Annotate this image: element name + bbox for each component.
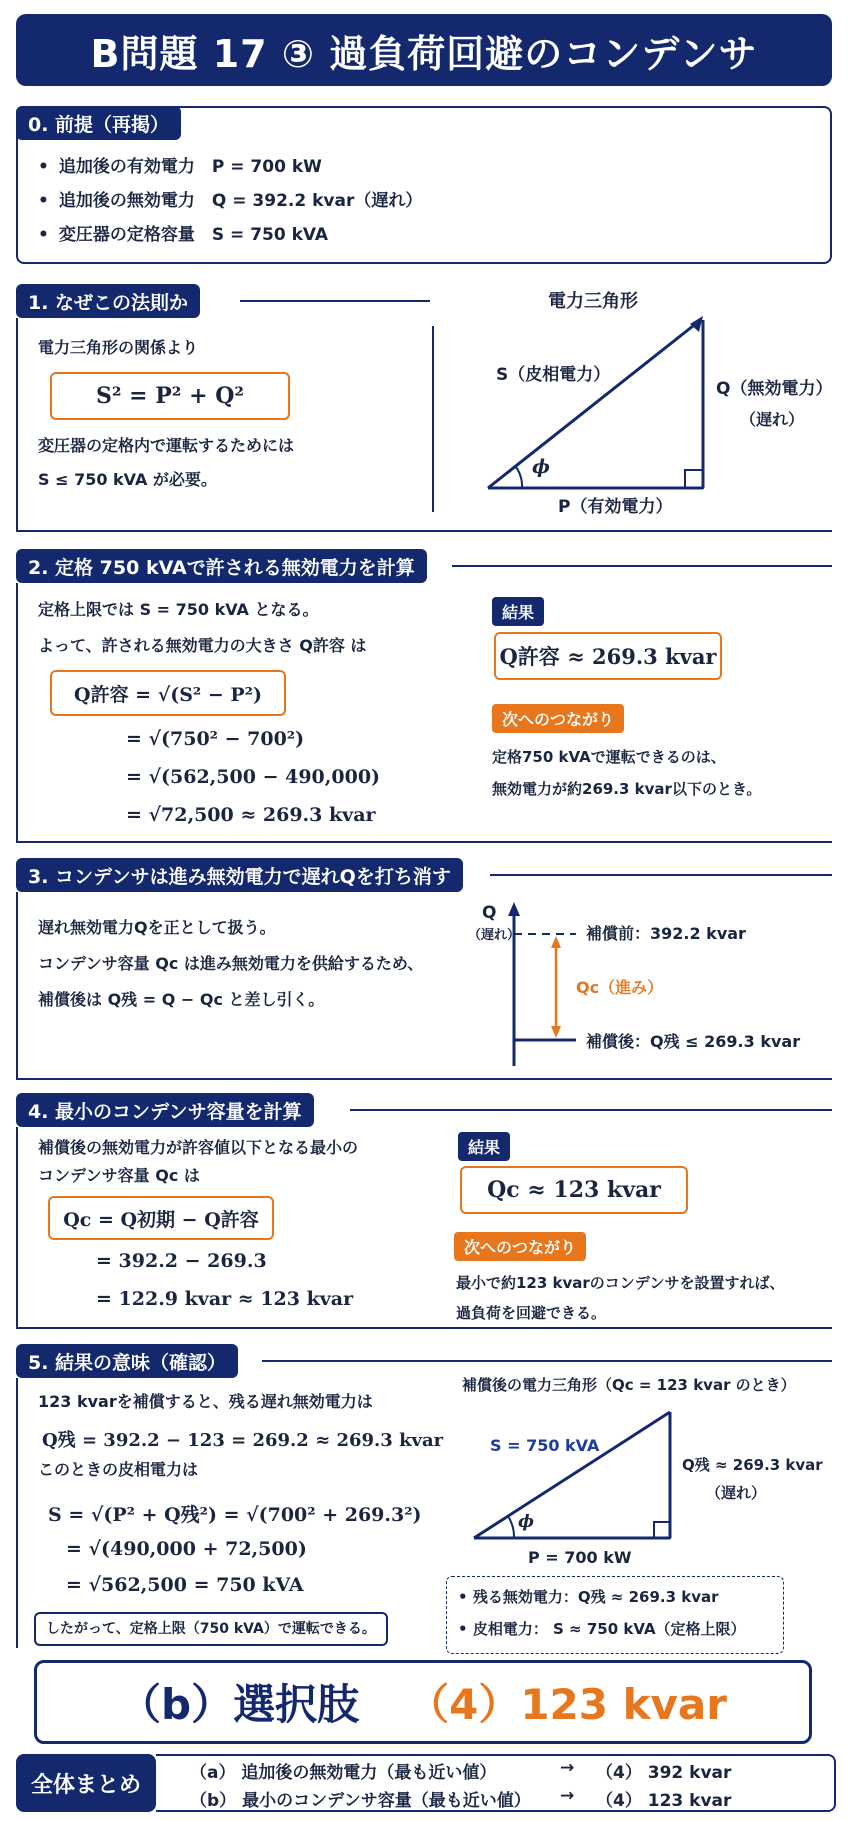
pythagoras-formula: S² = P² + Q² bbox=[50, 372, 290, 420]
angle-arc bbox=[516, 467, 522, 488]
apparent-power-text: このときの皮相電力は bbox=[38, 1460, 199, 1479]
compensated-triangle-diagram bbox=[470, 1408, 680, 1544]
before-label: 補償前：392.2 kvar bbox=[586, 924, 746, 943]
premise-item: • 追加後の有効電力 P = 700 kW bbox=[38, 150, 422, 184]
triangle-s-side bbox=[488, 322, 698, 488]
apparent-power-formula-2: = √(490,000 + 72,500) bbox=[66, 1538, 307, 1560]
summary-row-left: （b） 最小のコンデンサ容量（最も近い値） bbox=[190, 1791, 531, 1811]
section-4-tag: 4. 最小のコンデンサ容量を計算 bbox=[16, 1093, 314, 1127]
p-label: P（有効電力） bbox=[558, 497, 673, 517]
remaining-q-formula: Q残 = 392.2 − 123 = 269.2 ≈ 269.3 kvar bbox=[42, 1430, 444, 1451]
allowed-q-text: よって、許される無効電力の大きさ Q許容 は bbox=[38, 636, 367, 655]
calc-step-1: = √(750² − 700²) bbox=[126, 728, 305, 750]
rating-condition-text: 変圧器の定格内で運転するためには bbox=[38, 436, 295, 455]
check-bullet-2: • 皮相電力： S ≈ 750 kVA（定格上限） bbox=[458, 1620, 746, 1638]
min-capacitor-text-2: コンデンサ容量 Qc は bbox=[38, 1166, 200, 1185]
triangle-relation-text: 電力三角形の関係より bbox=[38, 338, 199, 357]
axis-arrow bbox=[508, 902, 520, 916]
section-2-tag: 2. 定格 750 kVAで許される無効電力を計算 bbox=[16, 549, 427, 583]
result-value: Q許容 ≈ 269.3 kvar bbox=[494, 632, 722, 680]
sign-convention-text: 遅れ無効電力Qを正として扱う。 bbox=[38, 918, 276, 937]
right-angle-mark bbox=[654, 1522, 670, 1538]
page-title: B問題 17 ③ 過負荷回避のコンデンサ bbox=[16, 14, 832, 86]
triangle-title: 電力三角形 bbox=[548, 291, 638, 312]
q-label-sub: （遅れ） bbox=[740, 410, 805, 429]
section-rule bbox=[350, 1109, 832, 1111]
p-label: P = 700 kW bbox=[528, 1548, 632, 1567]
q-label-sub: （遅れ） bbox=[706, 1484, 767, 1502]
final-label: （b）選択肢 bbox=[119, 1680, 360, 1729]
next-text-2: 過負荷を回避できる。 bbox=[456, 1304, 607, 1322]
q-axis-label: Q bbox=[482, 903, 497, 923]
final-answer-box bbox=[34, 1660, 812, 1744]
rating-condition-text-2: S ≤ 750 kVA が必要。 bbox=[38, 470, 217, 489]
summary-row-left: （a） 追加後の無効電力（最も近い値） bbox=[190, 1763, 497, 1783]
q-label: Q残 ≈ 269.3 kvar bbox=[682, 1456, 823, 1474]
power-triangle-diagram bbox=[470, 310, 720, 500]
section-1-tag: 1. なぜこの法則か bbox=[16, 284, 200, 318]
premise-item: • 追加後の無効電力 Q = 392.2 kvar（遅れ） bbox=[38, 184, 422, 218]
qc-label: Qc（進み） bbox=[576, 978, 664, 997]
after-compensation-text: 補償後は Q残 = Q − Qc と差し引く。 bbox=[38, 990, 325, 1009]
allowed-q-formula: Q許容 = √(S² − P²) bbox=[50, 670, 286, 716]
calc-step-2: = 122.9 kvar ≈ 123 kvar bbox=[96, 1288, 354, 1310]
capacitor-text: コンデンサ容量 Qc は進み無効電力を供給するため、 bbox=[38, 954, 424, 973]
summary-arrow: → bbox=[560, 1758, 575, 1778]
summary-row bbox=[190, 1758, 496, 1783]
s-label: S（皮相電力） bbox=[496, 365, 611, 385]
next-tag: 次へのつながり bbox=[454, 1232, 586, 1261]
section-rule bbox=[240, 300, 430, 302]
summary-arrow: → bbox=[560, 1786, 575, 1806]
summary-row bbox=[190, 1786, 531, 1811]
phi-label: ϕ bbox=[518, 1512, 535, 1532]
qc-arrow-bottom bbox=[551, 1026, 561, 1038]
remaining-q-text: 123 kvarを補償すると、残る遅れ無効電力は bbox=[38, 1392, 373, 1411]
section-0-tag: 0. 前提（再掲） bbox=[16, 106, 181, 140]
check-bullet-2-text: 皮相電力： S ≈ 750 kVA（定格上限） bbox=[472, 1620, 746, 1638]
compensation-diagram bbox=[500, 900, 580, 1070]
apparent-power-formula-3: = √562,500 = 750 kVA bbox=[66, 1574, 304, 1596]
section-1-divider bbox=[432, 326, 434, 512]
next-text-2: 無効電力が約269.3 kvar以下のとき。 bbox=[492, 780, 762, 798]
result-value: Qc ≈ 123 kvar bbox=[460, 1166, 688, 1214]
rating-upper-text: 定格上限では S = 750 kVA となる。 bbox=[38, 600, 319, 619]
compensated-triangle-title: 補償後の電力三角形（Qc = 123 kvar のとき） bbox=[462, 1376, 796, 1394]
capacitor-formula: Qc = Q初期 − Q許容 bbox=[48, 1196, 274, 1240]
result-tag: 結果 bbox=[492, 597, 544, 626]
triangle-s-side bbox=[474, 1412, 670, 1538]
calc-step-1: = 392.2 − 269.3 bbox=[96, 1250, 267, 1272]
section-5-tag: 5. 結果の意味（確認） bbox=[16, 1344, 238, 1378]
result-tag: 結果 bbox=[458, 1132, 510, 1161]
check-bullet-1: • 残る無効電力：Q残 ≈ 269.3 kvar bbox=[458, 1588, 719, 1606]
summary-tag: 全体まとめ bbox=[16, 1754, 156, 1812]
right-angle-mark bbox=[685, 470, 703, 488]
final-answer: （4）123 kvar bbox=[407, 1680, 727, 1729]
next-text-1: 最小で約123 kvarのコンデンサを設置すれば、 bbox=[456, 1274, 785, 1292]
section-rule bbox=[490, 874, 832, 876]
check-bullet-1-text: 残る無効電力：Q残 ≈ 269.3 kvar bbox=[472, 1588, 719, 1606]
calc-step-2: = √(562,500 − 490,000) bbox=[126, 766, 381, 788]
s-label: S = 750 kVA bbox=[490, 1436, 600, 1455]
section-rule bbox=[452, 565, 832, 567]
angle-arc bbox=[508, 1516, 514, 1538]
qc-arrow-top bbox=[551, 936, 561, 948]
after-label: 補償後：Q残 ≤ 269.3 kvar bbox=[586, 1032, 801, 1051]
premise-list bbox=[38, 150, 422, 252]
calc-step-3: = √72,500 ≈ 269.3 kvar bbox=[126, 804, 376, 826]
q-axis-sub: （遅れ） bbox=[468, 928, 521, 943]
section-rule bbox=[262, 1360, 832, 1362]
section-3-tag: 3. コンデンサは進み無効電力で遅れQを打ち消す bbox=[16, 858, 463, 892]
summary-row-right: （4） 123 kvar bbox=[596, 1791, 732, 1811]
phi-label: ϕ bbox=[532, 456, 550, 478]
section-5-frame bbox=[16, 1378, 18, 1648]
summary-row-right: （4） 392 kvar bbox=[596, 1763, 732, 1783]
apparent-power-formula-1: S = √(P² + Q残²) = √(700² + 269.3²) bbox=[48, 1504, 422, 1526]
min-capacitor-text: 補償後の無効電力が許容値以下となる最小の bbox=[38, 1138, 359, 1157]
q-label: Q（無効電力） bbox=[716, 379, 833, 399]
arrow-head bbox=[690, 316, 703, 332]
next-text-1: 定格750 kVAで運転できるのは、 bbox=[492, 748, 726, 766]
premise-item: • 変圧器の定格容量 S = 750 kVA bbox=[38, 218, 422, 252]
conclusion-box: したがって、定格上限（750 kVA）で運転できる。 bbox=[34, 1612, 388, 1646]
next-tag: 次へのつながり bbox=[492, 704, 624, 733]
